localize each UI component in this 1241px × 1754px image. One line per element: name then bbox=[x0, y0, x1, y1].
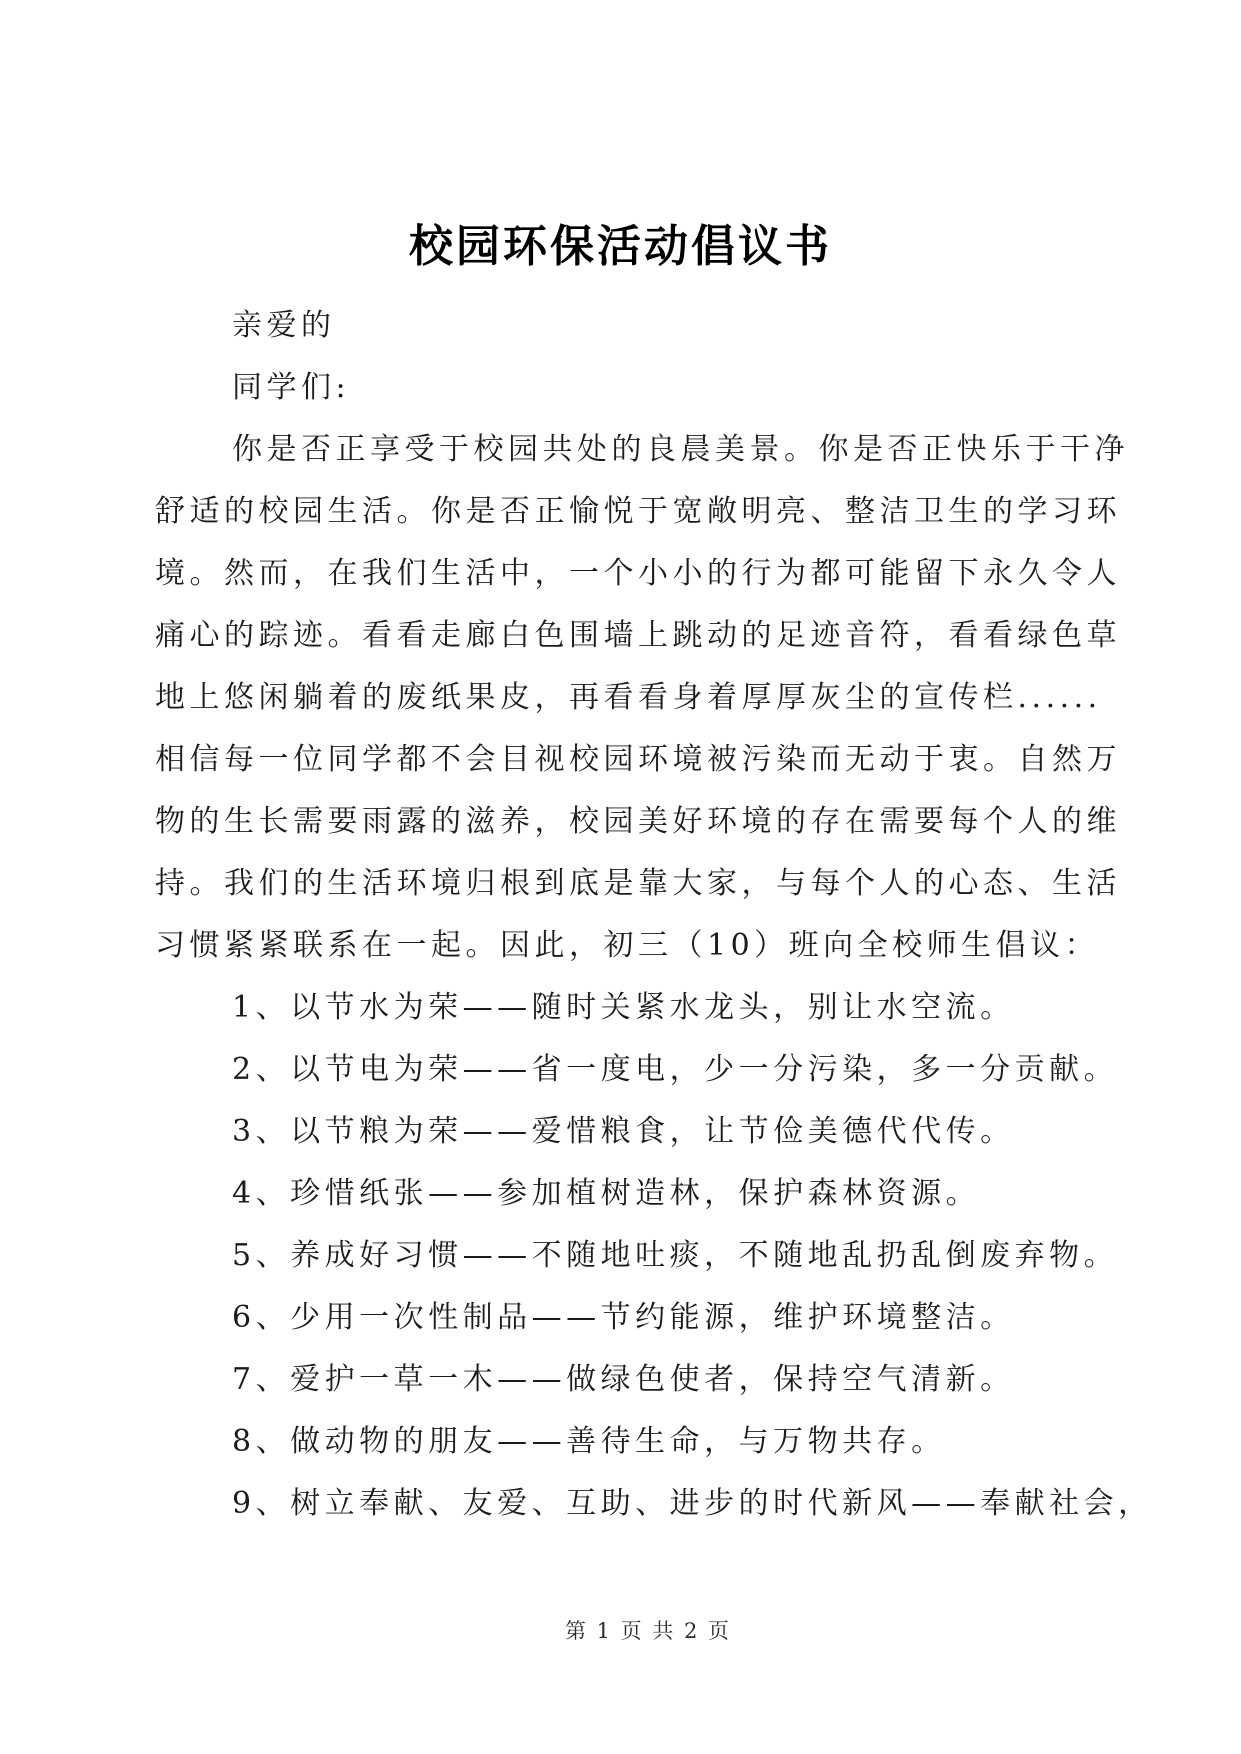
salutation-line: 同学们: bbox=[232, 370, 351, 405]
paragraph-line: 痛心的踪迹。看看走廊白色围墙上跳动的足迹音符，看看绿色草 bbox=[155, 618, 1121, 653]
paragraph-line: 物的生长需要雨露的滋养，校园美好环境的存在需要每个人的维 bbox=[155, 804, 1121, 839]
paragraph-line: 舒适的校园生活。你是否正愉悦于宽敞明亮、整洁卫生的学习环 bbox=[155, 494, 1121, 529]
list-item: 6、少用一次性制品——节约能源，维护环境整洁。 bbox=[232, 1300, 1015, 1335]
list-item: 3、以节粮为荣——爱惜粮食，让节俭美德代代传。 bbox=[232, 1114, 1015, 1149]
list-item: 4、珍惜纸张——参加植树造林，保护森林资源。 bbox=[232, 1176, 981, 1211]
list-item: 1、以节水为荣——随时关紧水龙头，别让水空流。 bbox=[232, 990, 1015, 1025]
paragraph-line: 境。然而，在我们生活中，一个小小的行为都可能留下永久令人 bbox=[155, 556, 1121, 591]
page-number-footer: 第 1 页 共 2 页 bbox=[564, 1619, 732, 1643]
list-item: 9、树立奉献、友爱、互助、进步的时代新风——奉献社会， bbox=[232, 1486, 1153, 1521]
paragraph-line: 习惯紧紧联系在一起。因此，初三（10）班向全校师生倡议： bbox=[155, 928, 1100, 963]
salutation-line: 亲爱的 bbox=[232, 308, 336, 343]
document-title: 校园环保活动倡议书 bbox=[409, 221, 832, 272]
list-item: 8、做动物的朋友——善待生命，与万物共存。 bbox=[232, 1424, 946, 1459]
document-body bbox=[155, 295, 1153, 1535]
paragraph-line: 相信每一位同学都不会目视校园环境被污染而无动于衷。自然万 bbox=[155, 742, 1121, 777]
paragraph-line: 持。我们的生活环境归根到底是靠大家，与每个人的心态、生活 bbox=[155, 866, 1121, 901]
paragraph-line: 地上悠闲躺着的废纸果皮，再看看身着厚厚灰尘的宣传栏...... bbox=[155, 680, 1102, 715]
list-item: 7、爱护一草一木——做绿色使者，保持空气清新。 bbox=[232, 1362, 1015, 1397]
list-item: 2、以节电为荣——省一度电，少一分污染，多一分贡献。 bbox=[232, 1052, 1119, 1087]
list-item: 5、养成好习惯——不随地吐痰，不随地乱扔乱倒废弃物。 bbox=[232, 1238, 1119, 1273]
paragraph-line: 你是否正享受于校园共处的良晨美景。你是否正快乐于干净 bbox=[232, 432, 1129, 467]
